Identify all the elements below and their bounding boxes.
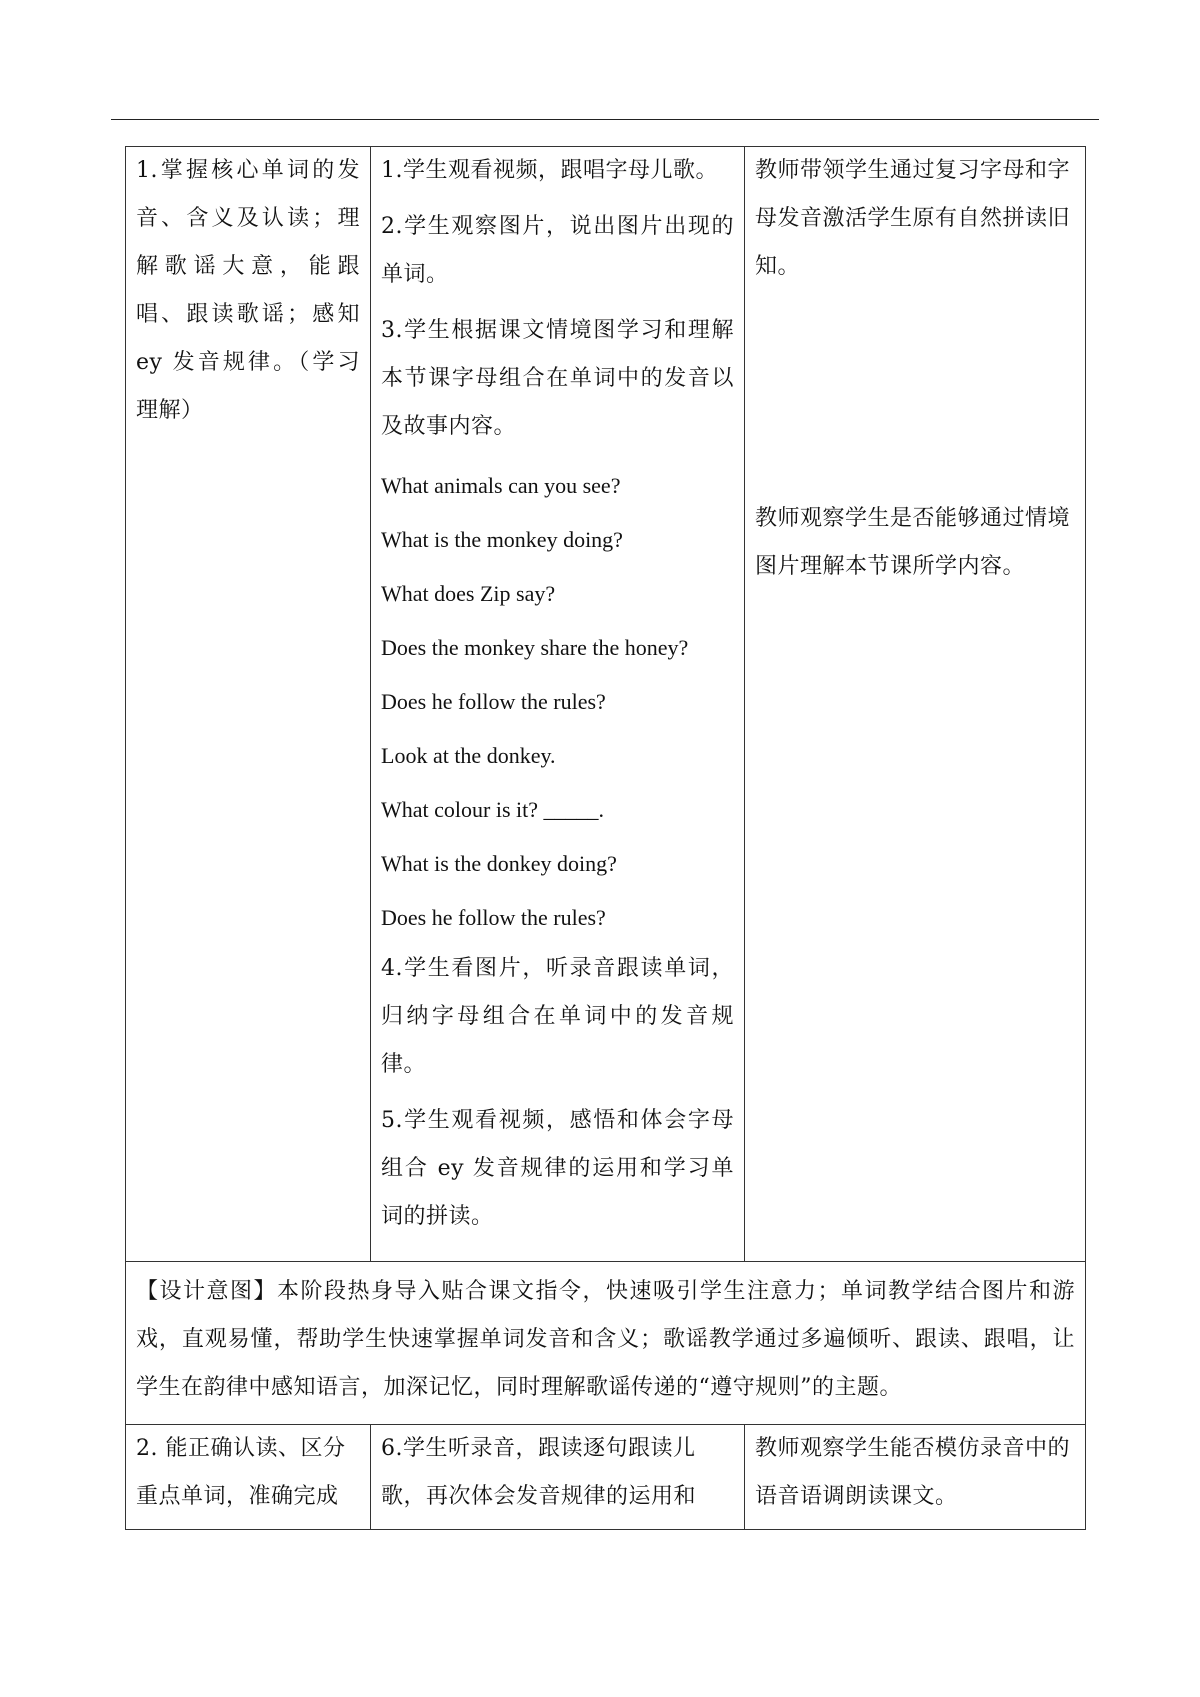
assessment-1: 教师带领学生通过复习字母和字母发音激活学生原有自然拼读旧知。 — [755, 158, 1071, 279]
lesson-plan-table — [125, 146, 1086, 1530]
activity-2: 2.学生观察图片，说出图片出现的单词。 — [381, 214, 734, 287]
activity-3: 3.学生根据课文情境图学习和理解本节课字母组合在单词中的发音以及故事内容。 — [381, 318, 734, 439]
activity-1: 1.学生观看视频，跟唱字母儿歌。 — [381, 158, 718, 183]
question-9: Does he follow the rules? — [381, 905, 606, 930]
question-7: What colour is it? _____. — [381, 797, 605, 822]
objective-cell — [126, 147, 371, 1262]
objective-text-2: 2. 能正确认读、区分重点单词，准确完成 — [136, 1436, 346, 1509]
question-5: Does he follow the rules? — [381, 689, 606, 714]
table-row — [126, 1262, 1086, 1425]
question-2: What is the monkey doing? — [381, 527, 623, 552]
activity-4: 4.学生看图片，听录音跟读单词，归纳字母组合在单词中的发音规律。 — [381, 956, 734, 1077]
question-6: Look at the donkey. — [381, 743, 556, 768]
assessment-cell — [745, 147, 1086, 1262]
assessment-2: 教师观察学生是否能够通过情境图片理解本节课所学内容。 — [755, 506, 1071, 579]
objective-cell-2 — [126, 1425, 371, 1530]
header-rule — [111, 119, 1099, 120]
design-intent-cell — [126, 1262, 1086, 1425]
table-row — [126, 1425, 1086, 1530]
question-3: What does Zip say? — [381, 581, 556, 606]
table-row — [126, 147, 1086, 1262]
design-intent-text: 【设计意图】本阶段热身导入贴合课文指令，快速吸引学生注意力；单词教学结合图片和游戏，直观易懂，帮助学生快速掌握单词发音和含义；歌谣教学通过多遍倾听、跟读、跟唱，让学生在韵律中感知语言，加深记忆，同时理解歌谣传递的“遵守规则”的主题。 — [136, 1279, 1075, 1400]
activities-cell-2 — [371, 1425, 745, 1530]
question-8: What is the donkey doing? — [381, 851, 617, 876]
activity-6: 6.学生听录音，跟读逐句跟读儿歌，再次体会发音规律的运用和 — [381, 1436, 697, 1509]
objective-text: 1.掌握核心单词的发音、含义及认读；理解歌谣大意，能跟唱、跟读歌谣；感知 ey 发音规律。（学习理解） — [136, 158, 360, 423]
assessment-3: 教师观察学生能否模仿录音中的语音语调朗读课文。 — [755, 1436, 1071, 1509]
question-1: What animals can you see? — [381, 473, 621, 498]
question-4: Does the monkey share the honey? — [381, 635, 689, 660]
assessment-spacer — [755, 291, 1075, 495]
activity-5: 5.学生观看视频，感悟和体会字母组合 ey 发音规律的运用和学习单词的拼读。 — [381, 1108, 734, 1229]
activities-cell — [371, 147, 745, 1262]
assessment-cell-2 — [745, 1425, 1086, 1530]
